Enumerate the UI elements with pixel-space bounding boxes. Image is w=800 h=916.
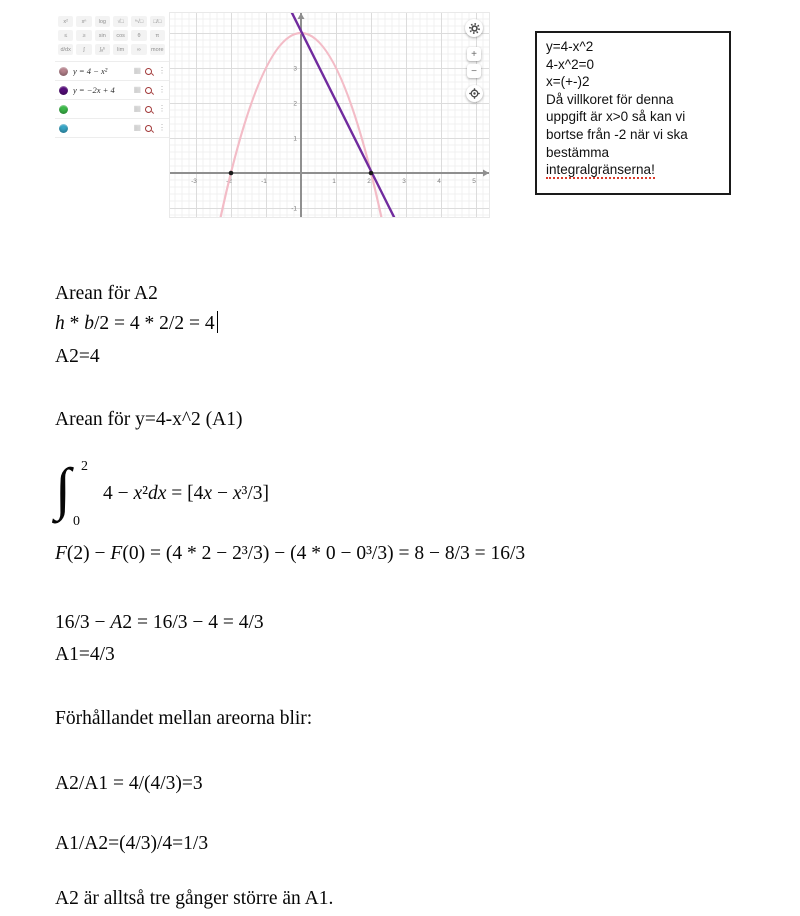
- table-icon[interactable]: ▦: [133, 66, 141, 75]
- magnifier-icon[interactable]: [145, 87, 152, 94]
- kbd-key[interactable]: θ: [131, 30, 146, 41]
- kbd-key[interactable]: x²: [58, 16, 73, 27]
- text-cursor: [217, 311, 219, 333]
- algebra-row[interactable]: [55, 81, 169, 100]
- x-tick-label: 1: [332, 178, 336, 185]
- annotation-line: bortse från -2 när vi ska: [546, 126, 688, 142]
- kbd-key[interactable]: ≥: [76, 30, 91, 41]
- algebra-row[interactable]: [55, 119, 169, 138]
- y-tick-label: -1: [291, 205, 297, 213]
- kebab-menu-icon[interactable]: ⋮: [158, 104, 166, 113]
- geogebra-algebra-panel: [55, 12, 169, 138]
- kbd-key[interactable]: lim: [113, 44, 128, 55]
- integral-lower-limit: 0: [73, 514, 80, 529]
- algebra-formula[interactable]: y = 4 − x²: [73, 66, 108, 76]
- integral-expression: [55, 456, 269, 529]
- kbd-key[interactable]: d/dx: [58, 44, 73, 55]
- algebra-formula[interactable]: y = −2x + 4: [73, 85, 115, 95]
- a1-heading: Arean för y=4-x^2 (A1): [55, 409, 243, 430]
- kbd-key[interactable]: ∞: [131, 44, 146, 55]
- kbd-key[interactable]: √□: [113, 16, 128, 27]
- annotation-line: uppgift är x>0 så kan vi: [546, 109, 686, 125]
- plot-color-dot[interactable]: [59, 67, 68, 76]
- annotation-line: x=(+-)2: [546, 74, 590, 90]
- graph-canvas[interactable]: [170, 13, 489, 217]
- y-tick-label: 2: [293, 100, 297, 108]
- a2-result: A2=4: [55, 346, 100, 367]
- plot-color-dot[interactable]: [59, 124, 68, 133]
- algebra-input-list: [55, 61, 169, 138]
- y-tick-label: 1: [293, 135, 297, 143]
- kbd-key[interactable]: □/□: [150, 16, 165, 27]
- kbd-key[interactable]: log: [95, 16, 110, 27]
- area-difference: 16/3 − A2 = 16/3 − 4 = 4/3: [55, 612, 264, 633]
- x-tick-label: 4: [437, 178, 441, 185]
- ratio-heading: Förhållandet mellan areorna blir:: [55, 708, 313, 729]
- standard-view-button[interactable]: [466, 85, 483, 102]
- graph-view[interactable]: [169, 12, 490, 218]
- table-icon[interactable]: ▦: [133, 85, 141, 94]
- table-icon[interactable]: ▦: [133, 123, 141, 132]
- annotation-line: 4-x^2=0: [546, 56, 594, 72]
- algebra-row[interactable]: [55, 62, 169, 81]
- math-keyboard: [55, 12, 169, 61]
- x-tick-label: -3: [191, 178, 197, 185]
- kbd-key[interactable]: ≤: [58, 30, 73, 41]
- a2-formula: h * b/2 = 4 * 2/2 = 4: [55, 311, 218, 337]
- ratio-a1-a2: A1/A2=(4/3)/4=1/3: [55, 833, 209, 854]
- kebab-menu-icon[interactable]: ⋮: [158, 123, 166, 132]
- kbd-key[interactable]: ∫: [76, 44, 91, 55]
- annotation-line: y=4-x^2: [546, 39, 594, 54]
- x-tick-label: 2: [367, 178, 371, 185]
- geogebra-screenshot: [55, 12, 490, 218]
- gear-icon: [469, 23, 480, 34]
- integral-upper-limit: 2: [81, 459, 88, 474]
- zoom-in-button[interactable]: +: [467, 47, 481, 61]
- zoom-out-button[interactable]: −: [467, 64, 481, 78]
- magnifier-icon[interactable]: [145, 125, 152, 132]
- target-home-icon: [469, 88, 480, 99]
- integral-sign: ∫: [55, 456, 71, 521]
- magnifier-icon[interactable]: [145, 106, 152, 113]
- x-tick-label: -1: [261, 178, 267, 185]
- algebra-row[interactable]: [55, 100, 169, 119]
- ratio-a2-a1: A2/A1 = 4/(4/3)=3: [55, 773, 203, 794]
- magnifier-icon[interactable]: [145, 68, 152, 75]
- integral-body: 4 − x²dx = [4x − x³/3]: [103, 483, 269, 504]
- a2-heading: Arean för A2: [55, 283, 158, 304]
- kbd-key[interactable]: xⁿ: [76, 16, 91, 27]
- kebab-menu-icon[interactable]: ⋮: [158, 85, 166, 94]
- table-icon[interactable]: ▦: [133, 104, 141, 113]
- kbd-key[interactable]: sin: [95, 30, 110, 41]
- kbd-key[interactable]: ⁿ√□: [131, 16, 146, 27]
- root-point-minus2[interactable]: [229, 171, 234, 176]
- conclusion: A2 är alltså tre gånger större än A1.: [55, 888, 334, 909]
- annotation-line: Då villkoret för denna: [546, 91, 674, 107]
- plot-color-dot[interactable]: [59, 105, 68, 114]
- kbd-key[interactable]: cos: [113, 30, 128, 41]
- antiderivative-evaluation: F(2) − F(0) = (4 * 2 − 2³/3) − (4 * 0 − 0³/3) = 8 − 8/3 = 16/3: [55, 543, 526, 564]
- root-point-plus2[interactable]: [369, 171, 374, 176]
- spellcheck-underlined-word: integralgränserna!: [546, 162, 655, 178]
- a1-result: A1=4/3: [55, 644, 115, 665]
- kbd-key[interactable]: ∫ₐᵇ: [95, 44, 110, 55]
- x-tick-label: 5: [472, 178, 476, 185]
- y-tick-label: 3: [293, 65, 297, 73]
- kbd-key[interactable]: more: [150, 44, 165, 55]
- grid-background: [170, 13, 489, 217]
- annotation-line: bestämma: [546, 144, 610, 160]
- x-tick-label: -2: [226, 178, 232, 185]
- annotation-box[interactable]: [535, 31, 731, 195]
- annotation-line: [546, 161, 720, 179]
- x-tick-label: 3: [402, 178, 406, 185]
- plot-color-dot[interactable]: [59, 86, 68, 95]
- settings-gear-button[interactable]: [465, 19, 483, 37]
- kebab-menu-icon[interactable]: ⋮: [158, 66, 166, 75]
- kbd-key[interactable]: π: [150, 30, 165, 41]
